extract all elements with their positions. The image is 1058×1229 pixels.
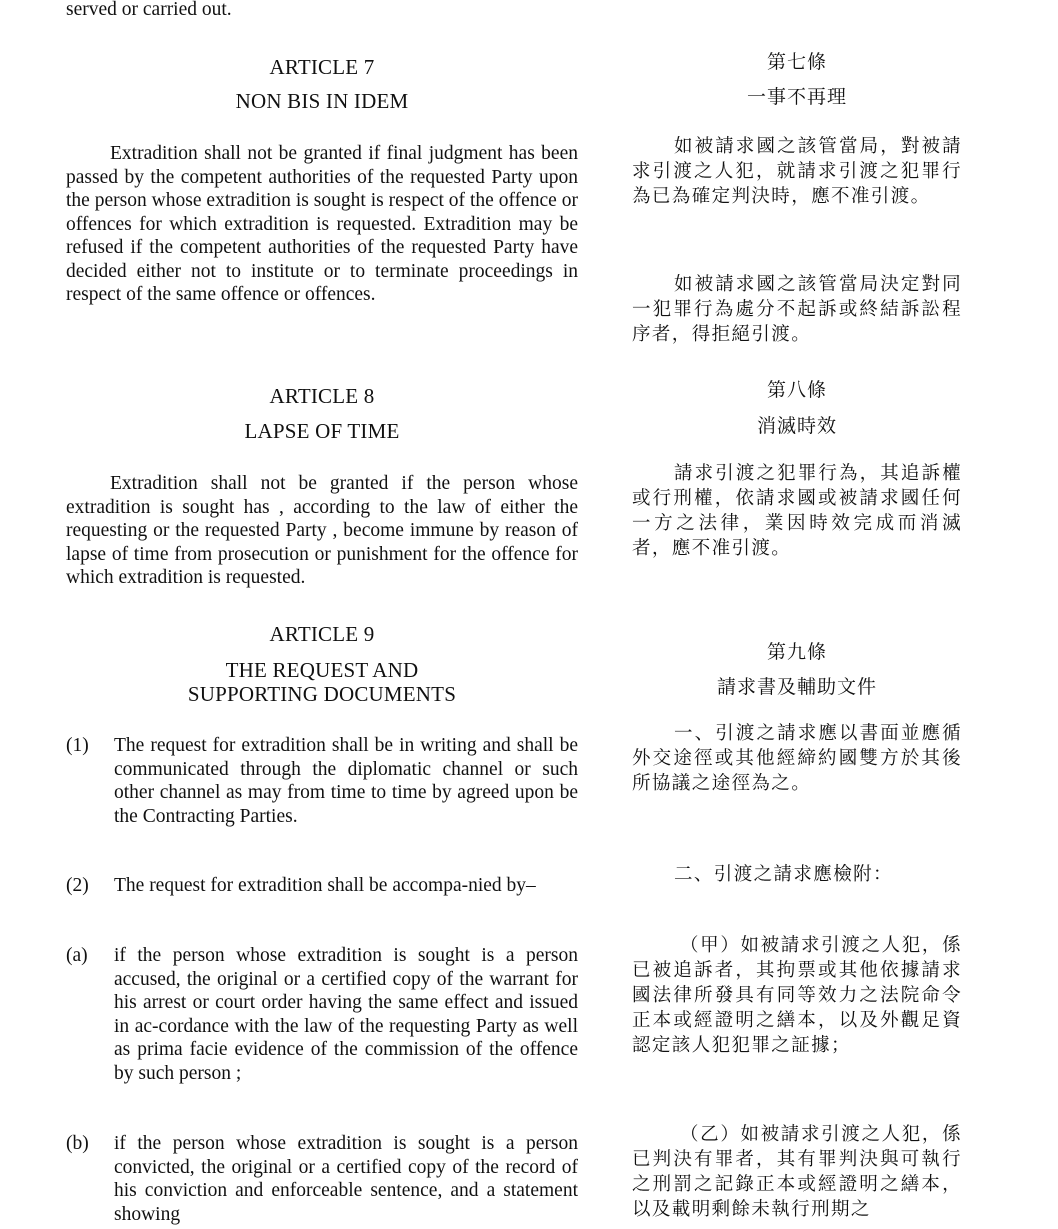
item-number: (1) [66, 735, 89, 756]
article-7-title-zh: 第七條 [766, 51, 827, 73]
article-8-para-1-zh: 請求引渡之犯罪行為，其追訴權或行刑權，依請求國或被請求國任何一方之法律，業因時效完成而消滅者，應不准引渡。 [632, 463, 962, 559]
item-text: if the person whose extradition is sought is a person convicted, the original or a certified copy of the record of his conviction and enforceable sentence, and a statement showing [114, 1133, 578, 1225]
list-item [66, 944, 578, 1085]
article-7-heading: NON BIS IN IDEM [235, 89, 409, 113]
article-7-text: Extradition shall not be granted if final judgment has been passed by the competent authorities of the requested Party upon the person whose extradition is sought is respect of the offence or offences for which extradition is requested. Extradition may be refused if the competent authorities of the requested Party have decided either not to institute or to terminate proceedings in respect of the same offence or offences. [66, 143, 578, 305]
article-8-heading: LAPSE OF TIME [244, 419, 400, 443]
item-number: (b) [66, 1133, 89, 1154]
list-item [66, 1132, 578, 1226]
article-8-text: Extradition shall not be granted if the person whose extradition is sought has , according to the law of either the requesting or the requested Party , become immune by reason of lapse of time from prosecution or punishment for the offence for which extradition is requested. [66, 473, 578, 588]
item-number: (2) [66, 875, 89, 896]
article-8-title-zh: 第八條 [766, 379, 827, 401]
article-9-heading-line-1: THE REQUEST AND [225, 658, 419, 682]
article-8-title: ARTICLE 8 [269, 384, 375, 408]
carryover-text: served or carried out. [66, 0, 232, 20]
item-text: The request for extradition shall be in writing and shall be communicated through the diplomatic channel or such other channel as may from time to time by agreed upon be the Contracting Parties. [114, 735, 578, 827]
article-7-para-2-zh: 如被請求國之該管當局決定對同一犯罪行為處分不起訴或終結訴訟程序者，得拒絕引渡。 [632, 274, 962, 345]
item-text: The request for extradition shall be accompa-nied by– [114, 875, 536, 896]
article-9-para-1-zh: 一、引渡之請求應以書面並應循外交途徑或其他經締約國雙方於其後所協議之途徑為之。 [632, 723, 962, 794]
article-9-heading [66, 658, 578, 706]
article-9-title-zh: 第九條 [766, 641, 827, 663]
item-text: if the person whose extradition is sought is a person accused, the original or a certified copy of the warrant for his arrest or court order having the same effect and issued in ac-cordance with the law of the requesting Party as well as prima facie evidence of the commission of the offence by such person ; [114, 945, 578, 1084]
article-7-para-1-zh: 如被請求國之該管當局，對被請求引渡之人犯，就請求引渡之犯罪行為已為確定判決時，應不准引渡。 [632, 136, 962, 207]
article-8-heading-zh: 消滅時效 [756, 415, 837, 437]
article-9-title: ARTICLE 9 [269, 622, 375, 646]
list-item [66, 734, 578, 828]
item-number: (a) [66, 945, 88, 966]
list-item [66, 874, 578, 898]
article-7-heading-zh: 一事不再理 [746, 86, 847, 108]
article-9-para-b-zh: （乙）如被請求引渡之人犯，係已判決有罪者，其有罪判決與可執行之刑罰之記錄正本或經證明之繕本，以及載明剩餘未執行刑期之 [632, 1124, 962, 1220]
article-9-heading-line-2: SUPPORTING DOCUMENTS [187, 682, 457, 706]
article-9-para-2-zh: 二、引渡之請求應檢附： [674, 864, 893, 885]
article-7-title: ARTICLE 7 [269, 55, 375, 79]
article-9-para-a-zh: （甲）如被請求引渡之人犯，係已被追訴者，其拘票或其他依據請求國法律所發具有同等效力之法院命令正本或經證明之繕本，以及外觀足資認定該人犯犯罪之証據； [632, 935, 962, 1056]
article-9-heading-zh: 請求書及輔助文件 [716, 676, 877, 698]
